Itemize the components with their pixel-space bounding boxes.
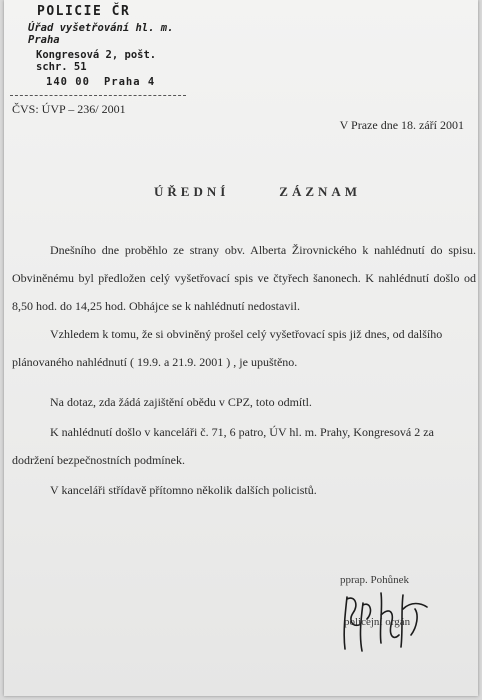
document-page [4,0,478,696]
title-word-2: ZÁZNAM [279,184,362,199]
divider-line [10,95,186,96]
paragraph-3: Na dotaz, zda žádá zajištění obědu v CPZ, toto odmítl. [50,395,312,409]
document-date: V Praze dne 18. září 2001 [339,118,464,132]
stamp-line-3: Kongresová 2, pošt. schr. 51 [36,49,157,73]
reference-number: ČVS: ÚVP – 236/ 2001 [12,102,126,116]
paragraph-2: Vzhledem k tomu, že si obviněný prošel celý vyšetřovací spis již dnes, od dalšího plánovaného nahlédnutí ( 19.9. a 21.9. 2001 ) , je upuštěno. [12,327,443,369]
handwritten-signature [329,585,439,655]
title-word-1: ÚŘEDNÍ [154,184,230,199]
paragraph-1: Dnešního dne proběhlo ze strany obv. Alberta Žirovnického k nahlédnutí do spisu. Obviněnému byl předložen celý vyšetřovací spis ve čtyřech šanonech. K nahlédnutí došlo od 8,50 hod. do 14,25 hod. Obhájce se k nahlédnutí nedostavil. [12,243,476,313]
police-stamp [28,4,188,88]
signatory-role: policejní orgán [344,616,411,628]
signatory-name: pprap. Pohůnek [340,574,410,586]
paragraph-4: K nahlédnutí došlo v kanceláři č. 71, 6 patro, ÚV hl. m. Prahy, Kongresová 2 za dodržení bezpečnostních podmínek. [12,425,434,467]
document-title [154,184,361,200]
stamp-line-1: POLICIE ČR [37,4,131,19]
paragraph-5: V kanceláři střídavě přítomno několik dalších policistů. [50,483,317,497]
stamp-line-2: Úřad vyšetřování hl. m. Praha [28,22,174,46]
stamp-zip: 140 00 [46,76,90,88]
stamp-city: Praha 4 [103,76,156,88]
stamp-line-4 [28,76,188,88]
